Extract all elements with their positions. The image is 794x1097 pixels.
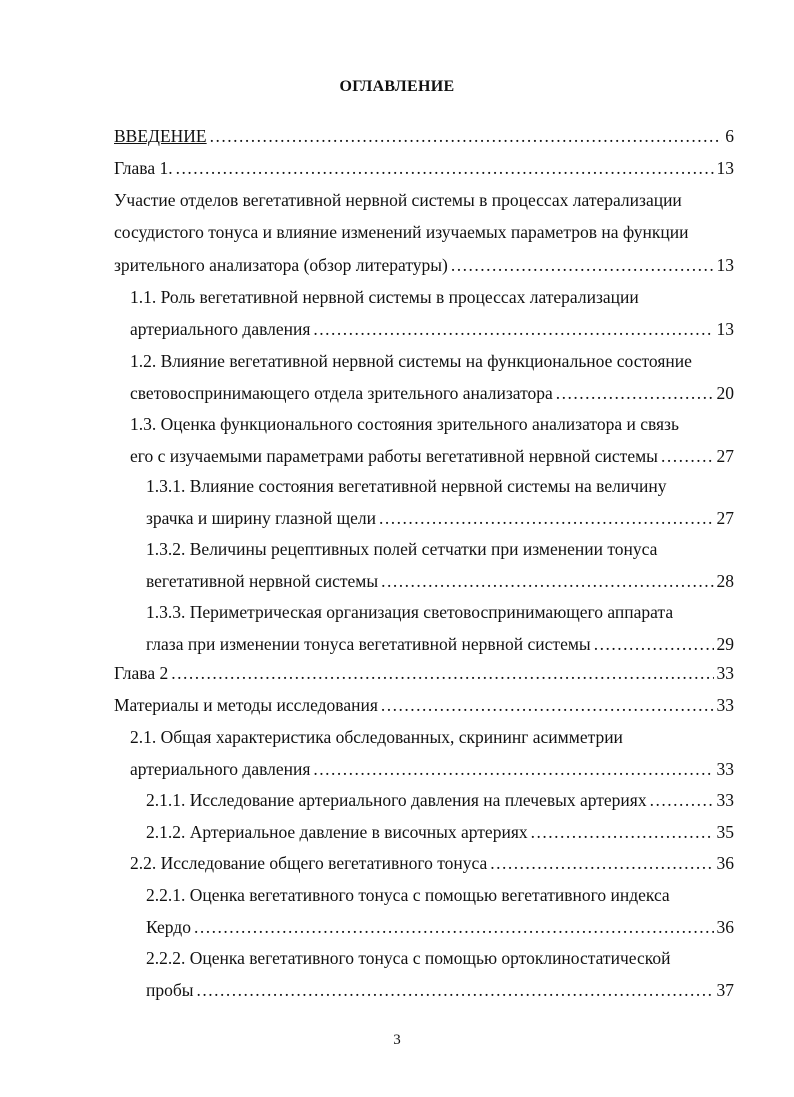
leader-dots <box>594 628 714 660</box>
toc-line <box>130 753 734 785</box>
toc-entry-1-1[interactable] <box>130 281 734 346</box>
toc-entry-materials-methods[interactable] <box>114 689 734 721</box>
toc-page-number: 33 <box>716 663 734 683</box>
toc-entry-2-1[interactable] <box>130 721 734 786</box>
leader-dots <box>313 313 713 345</box>
toc-entry-title: Материалы и методы исследования <box>114 695 378 715</box>
toc-line <box>114 689 734 721</box>
toc-entry-chapter-2[interactable] <box>114 657 734 689</box>
toc-entry-2-1-1[interactable] <box>146 784 734 816</box>
toc-entry-title: Глава 2 <box>114 663 169 683</box>
toc-page-number: 36 <box>716 853 734 873</box>
toc-entry-title: глаза при изменении тонуса вегетативной нервной системы <box>146 634 591 655</box>
toc-page-number: 13 <box>716 319 734 340</box>
toc-entry-title: зрачка и ширину глазной щели <box>146 508 376 529</box>
toc-line <box>130 313 734 345</box>
leader-dots <box>451 249 714 281</box>
toc-line <box>114 120 734 152</box>
toc-page-number: 27 <box>716 508 734 529</box>
toc-entry-1-3-1[interactable] <box>146 470 734 535</box>
toc-entry-title: артериального давления <box>130 759 311 780</box>
toc-entry-title: зрительного анализатора (обзор литературы) <box>114 254 448 275</box>
toc-line <box>146 816 734 848</box>
toc-page-number: 33 <box>716 759 734 780</box>
leader-dots <box>379 502 714 534</box>
toc-entry-title: ВВЕДЕНИЕ <box>114 126 207 146</box>
toc-page-number: 20 <box>716 383 734 404</box>
toc-page-number: 29 <box>716 634 734 655</box>
toc-entry-line: 2.2.1. Оценка вегетативного тонуса с помощью вегетативного индекса <box>146 885 670 905</box>
toc-line <box>114 657 734 689</box>
toc-page-number: 27 <box>716 446 734 467</box>
leader-dots <box>176 152 714 184</box>
toc-entry-title: 2.1.2. Артериальное давление в височных артериях <box>146 822 528 842</box>
toc-entry-2-2-2[interactable] <box>146 942 734 1007</box>
toc-line <box>130 847 734 879</box>
toc-line <box>130 440 734 472</box>
toc-entry-introduction[interactable] <box>114 120 734 152</box>
toc-entry-title: его с изучаемыми параметрами работы вегетативной нервной системы <box>130 446 658 467</box>
toc-entry-chapter-1[interactable] <box>114 152 734 184</box>
toc-entry-title: артериального давления <box>130 319 311 340</box>
toc-entry-title: 2.2. Исследование общего вегетативного тонуса <box>130 853 488 873</box>
page-title: ОГЛАВЛЕНИЕ <box>339 78 455 95</box>
toc-entry-chapter-1-title[interactable] <box>114 184 734 281</box>
leader-dots <box>531 816 714 848</box>
toc-entry-title: световоспринимающего отдела зрительного анализатора <box>130 383 553 404</box>
toc-entry-line: 1.3. Оценка функционального состояния зрительного анализатора и связь <box>130 414 679 434</box>
toc-entry-title: 2.1.1. Исследование артериального давления на плечевых артериях <box>146 790 647 810</box>
toc-entry-line: Участие отделов вегетативной нервной системы в процессах латерализации <box>114 190 682 210</box>
leader-dots <box>650 784 714 816</box>
toc-entry-2-1-2[interactable] <box>146 816 734 848</box>
toc-entry-line: 2.2.2. Оценка вегетативного тонуса с помощью ортоклиностатической <box>146 948 671 968</box>
leader-dots <box>197 974 714 1006</box>
toc-entry-2-2-1[interactable] <box>146 879 734 944</box>
toc-line <box>114 152 734 184</box>
toc-page-number: 33 <box>716 790 734 810</box>
toc-line <box>114 249 734 281</box>
toc-entry-title: вегетативной нервной системы <box>146 571 379 592</box>
toc-page-number: 36 <box>716 917 734 938</box>
toc-entry-title: Глава 1. <box>114 158 173 178</box>
toc-entry-1-2[interactable] <box>130 345 734 410</box>
leader-dots <box>381 689 714 721</box>
leader-dots <box>210 120 723 152</box>
toc-entry-line: 1.3.1. Влияние состояния вегетативной нервной системы на величину <box>146 476 667 496</box>
toc-entry-line: 2.1. Общая характеристика обследованных, скрининг асимметрии <box>130 727 623 747</box>
toc-entry-1-3[interactable] <box>130 408 734 473</box>
leader-dots <box>490 847 713 879</box>
toc-entry-title: пробы <box>146 980 194 1001</box>
toc-line <box>146 628 734 660</box>
toc-page-number: 35 <box>716 822 734 842</box>
toc-page-number: 6 <box>725 126 734 146</box>
toc-entry-1-3-2[interactable] <box>146 533 734 598</box>
toc-entry-2-2[interactable] <box>130 847 734 879</box>
leader-dots <box>194 911 714 943</box>
toc-line <box>146 974 734 1006</box>
toc-entry-line: 1.1. Роль вегетативной нервной системы в процессах латерализации <box>130 287 639 307</box>
toc-page-number: 33 <box>716 695 734 715</box>
page-number: 3 <box>393 1032 401 1048</box>
toc-page-number: 13 <box>716 254 734 275</box>
toc-line <box>130 377 734 409</box>
toc-entry-1-3-3[interactable] <box>146 596 734 661</box>
leader-dots <box>171 657 713 689</box>
toc-entry-line: 1.3.2. Величины рецептивных полей сетчатки при изменении тонуса <box>146 539 658 559</box>
toc-line <box>146 502 734 534</box>
toc-entry-line: сосудистого тонуса и влияние изменений изучаемых параметров на функции <box>114 222 689 243</box>
toc-line <box>146 784 734 816</box>
toc-page-number: 13 <box>716 158 734 178</box>
toc-entry-line: 1.2. Влияние вегетативной нервной системы на функциональное состояние <box>130 351 692 371</box>
toc-page-number: 37 <box>716 980 734 1001</box>
leader-dots <box>556 377 714 409</box>
toc-entry-title: Кердо <box>146 917 191 938</box>
leader-dots <box>381 565 713 597</box>
leader-dots <box>313 753 713 785</box>
toc-line <box>146 565 734 597</box>
leader-dots <box>661 440 714 472</box>
toc-page-number: 28 <box>716 571 734 592</box>
toc-entry-line: 1.3.3. Периметрическая организация световоспринимающего аппарата <box>146 602 674 622</box>
toc-line <box>146 911 734 943</box>
